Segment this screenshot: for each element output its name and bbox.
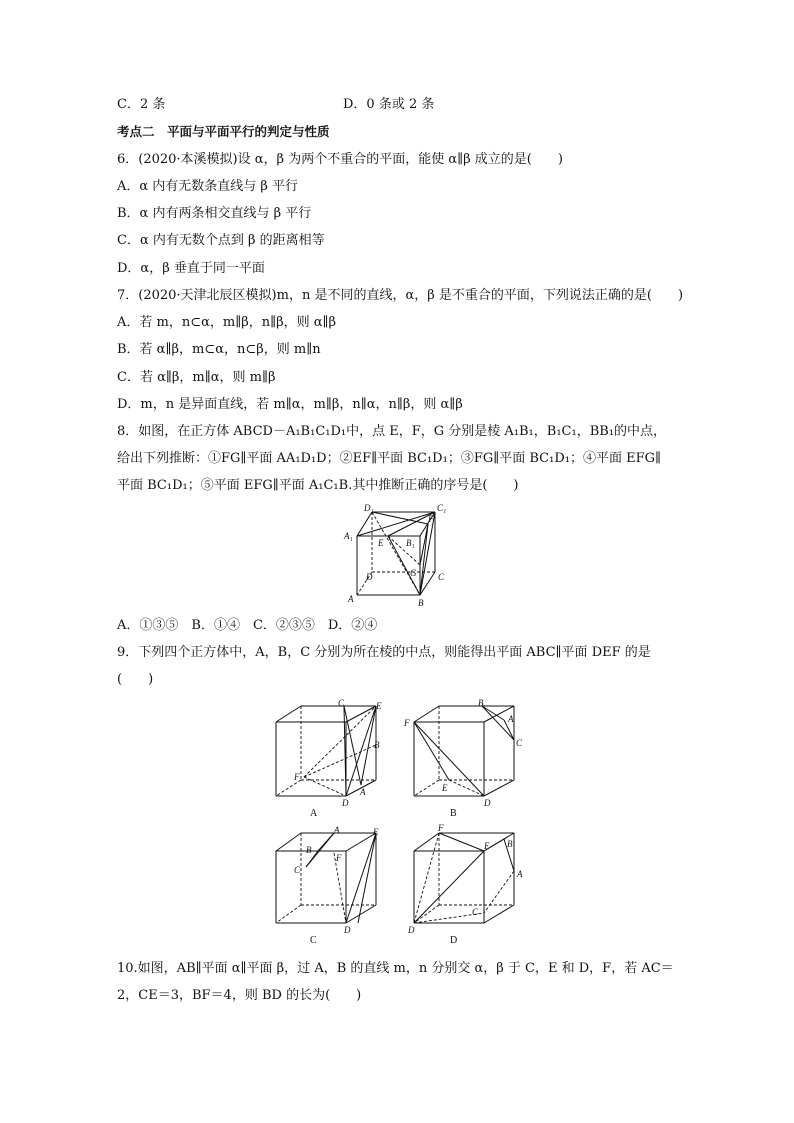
q6-option-c: C．α 内有无数个点到 β 的距离相等 (117, 233, 325, 248)
fig-d-label-c: C (472, 907, 479, 917)
label-d: D (366, 572, 373, 582)
q9-figure-c (266, 823, 396, 945)
q5-option-d: D．0 条或 2 条 (343, 97, 435, 112)
fig-b-label-a: A (508, 714, 514, 724)
fig-d-label-d: D (408, 925, 415, 935)
label-e: E (378, 538, 384, 548)
q8-cube-figure (340, 502, 460, 610)
fig-d-label-b: B (507, 839, 513, 849)
section-title: 考点二 平面与平面平行的判定与性质 (117, 124, 330, 139)
fig-c-label-b: B (306, 845, 312, 855)
fig-d-caption: D (450, 935, 458, 946)
fig-a-label-a: A (360, 787, 366, 797)
label-b: B (418, 598, 424, 608)
q9-figure-a (266, 700, 396, 820)
q7-option-a: A．若 m，n⊂α，m∥β，n∥β，则 α∥β (117, 315, 337, 330)
label-c1: C₁ (437, 503, 447, 513)
fig-b-caption: B (450, 808, 457, 819)
fig-c-label-f: F (336, 853, 342, 863)
q9-figure-b (404, 700, 534, 820)
q7-option-d: D．m，n 是异面直线，若 m∥α，m∥β，n∥α，n∥β，则 α∥β (117, 397, 463, 412)
label-f: F (428, 514, 434, 524)
fig-b-label-b: B (478, 698, 484, 708)
label-d1: D₁ (364, 503, 374, 513)
fig-b-label-d: D (484, 798, 491, 808)
q9-stem-line1: 9．下列四个正方体中，A，B，C 分别为所在棱的中点，则能得出平面 ABC∥平面 DEF 的是 (117, 645, 651, 660)
fig-a-label-d: D (342, 798, 349, 808)
q6-option-d: D．α，β 垂直于同一平面 (117, 261, 265, 276)
fig-d-label-e: E (484, 841, 490, 851)
q6-option-a: A．α 内有无数条直线与 β 平行 (117, 179, 299, 194)
q5-option-c: C．2 条 (117, 97, 166, 112)
fig-a-label-c: C (338, 698, 345, 708)
q8-stem-line1: 8．如图，在正方体 ABCD－A₁B₁C₁D₁中，点 E，F，G 分别是棱 A₁B₁，B₁C₁，BB₁的中点， (117, 424, 667, 439)
q7-option-b: B．若 α∥β，m⊂α，n⊂β，则 m∥n (117, 342, 321, 357)
q7-option-c: C．若 α∥β，m∥α，则 m∥β (117, 370, 276, 385)
fig-b-label-e: E (442, 783, 448, 793)
fig-c-label-e: E (373, 827, 379, 837)
fig-c-label-a: A (334, 825, 340, 835)
label-b1: B₁ (406, 538, 415, 548)
q8-stem-line2: 给出下列推断：①FG∥平面 AA₁D₁D；②EF∥平面 BC₁D₁；③FG∥平面 BC₁D₁；④平面 EFG∥ (117, 451, 661, 466)
fig-a-label-b: B (374, 740, 380, 750)
fig-c-label-c: C (294, 865, 301, 875)
q9-stem-line2: ( ) (117, 672, 154, 687)
q9-figure-d (404, 823, 534, 945)
fig-c-label-d: D (344, 925, 351, 935)
q6-option-b: B．α 内有两条相交直线与 β 平行 (117, 206, 312, 221)
q10-stem-line2: 2，CE＝3，BF＝4，则 BD 的长为( ) (117, 988, 362, 1003)
label-a1: A₁ (344, 531, 353, 541)
q7-stem: 7．(2020·天津北辰区模拟)m，n 是不同的直线，α，β 是不重合的平面，下列说法正确的是( ) (117, 288, 684, 303)
fig-a-caption: A (310, 808, 318, 819)
fig-b-label-f: F (404, 718, 410, 728)
label-g: G (410, 568, 417, 578)
q8-answer-options: A．①③⑤ B．①④ C．②③⑤ D．②④ (117, 618, 378, 633)
fig-c-caption: C (310, 935, 317, 946)
label-c: C (438, 572, 445, 582)
q6-stem: 6．(2020·本溪模拟)设 α，β 为两个不重合的平面，能使 α∥β 成立的是( ) (117, 152, 563, 167)
fig-a-label-f: F (294, 772, 300, 782)
fig-d-label-f: F (438, 823, 444, 833)
q8-stem-line3: 平面 BC₁D₁；⑤平面 EFG∥平面 A₁C₁B.其中推断正确的序号是( ) (117, 478, 519, 493)
fig-b-label-c: C (516, 738, 523, 748)
q10-stem-line1: 10.如图，AB∥平面 α∥平面 β，过 A，B 的直线 m，n 分别交 α，β 于 C，E 和 D，F，若 AC＝ (117, 961, 674, 976)
fig-d-label-a: A (517, 869, 523, 879)
label-a: A (348, 594, 354, 604)
fig-a-label-e: E (376, 701, 382, 711)
